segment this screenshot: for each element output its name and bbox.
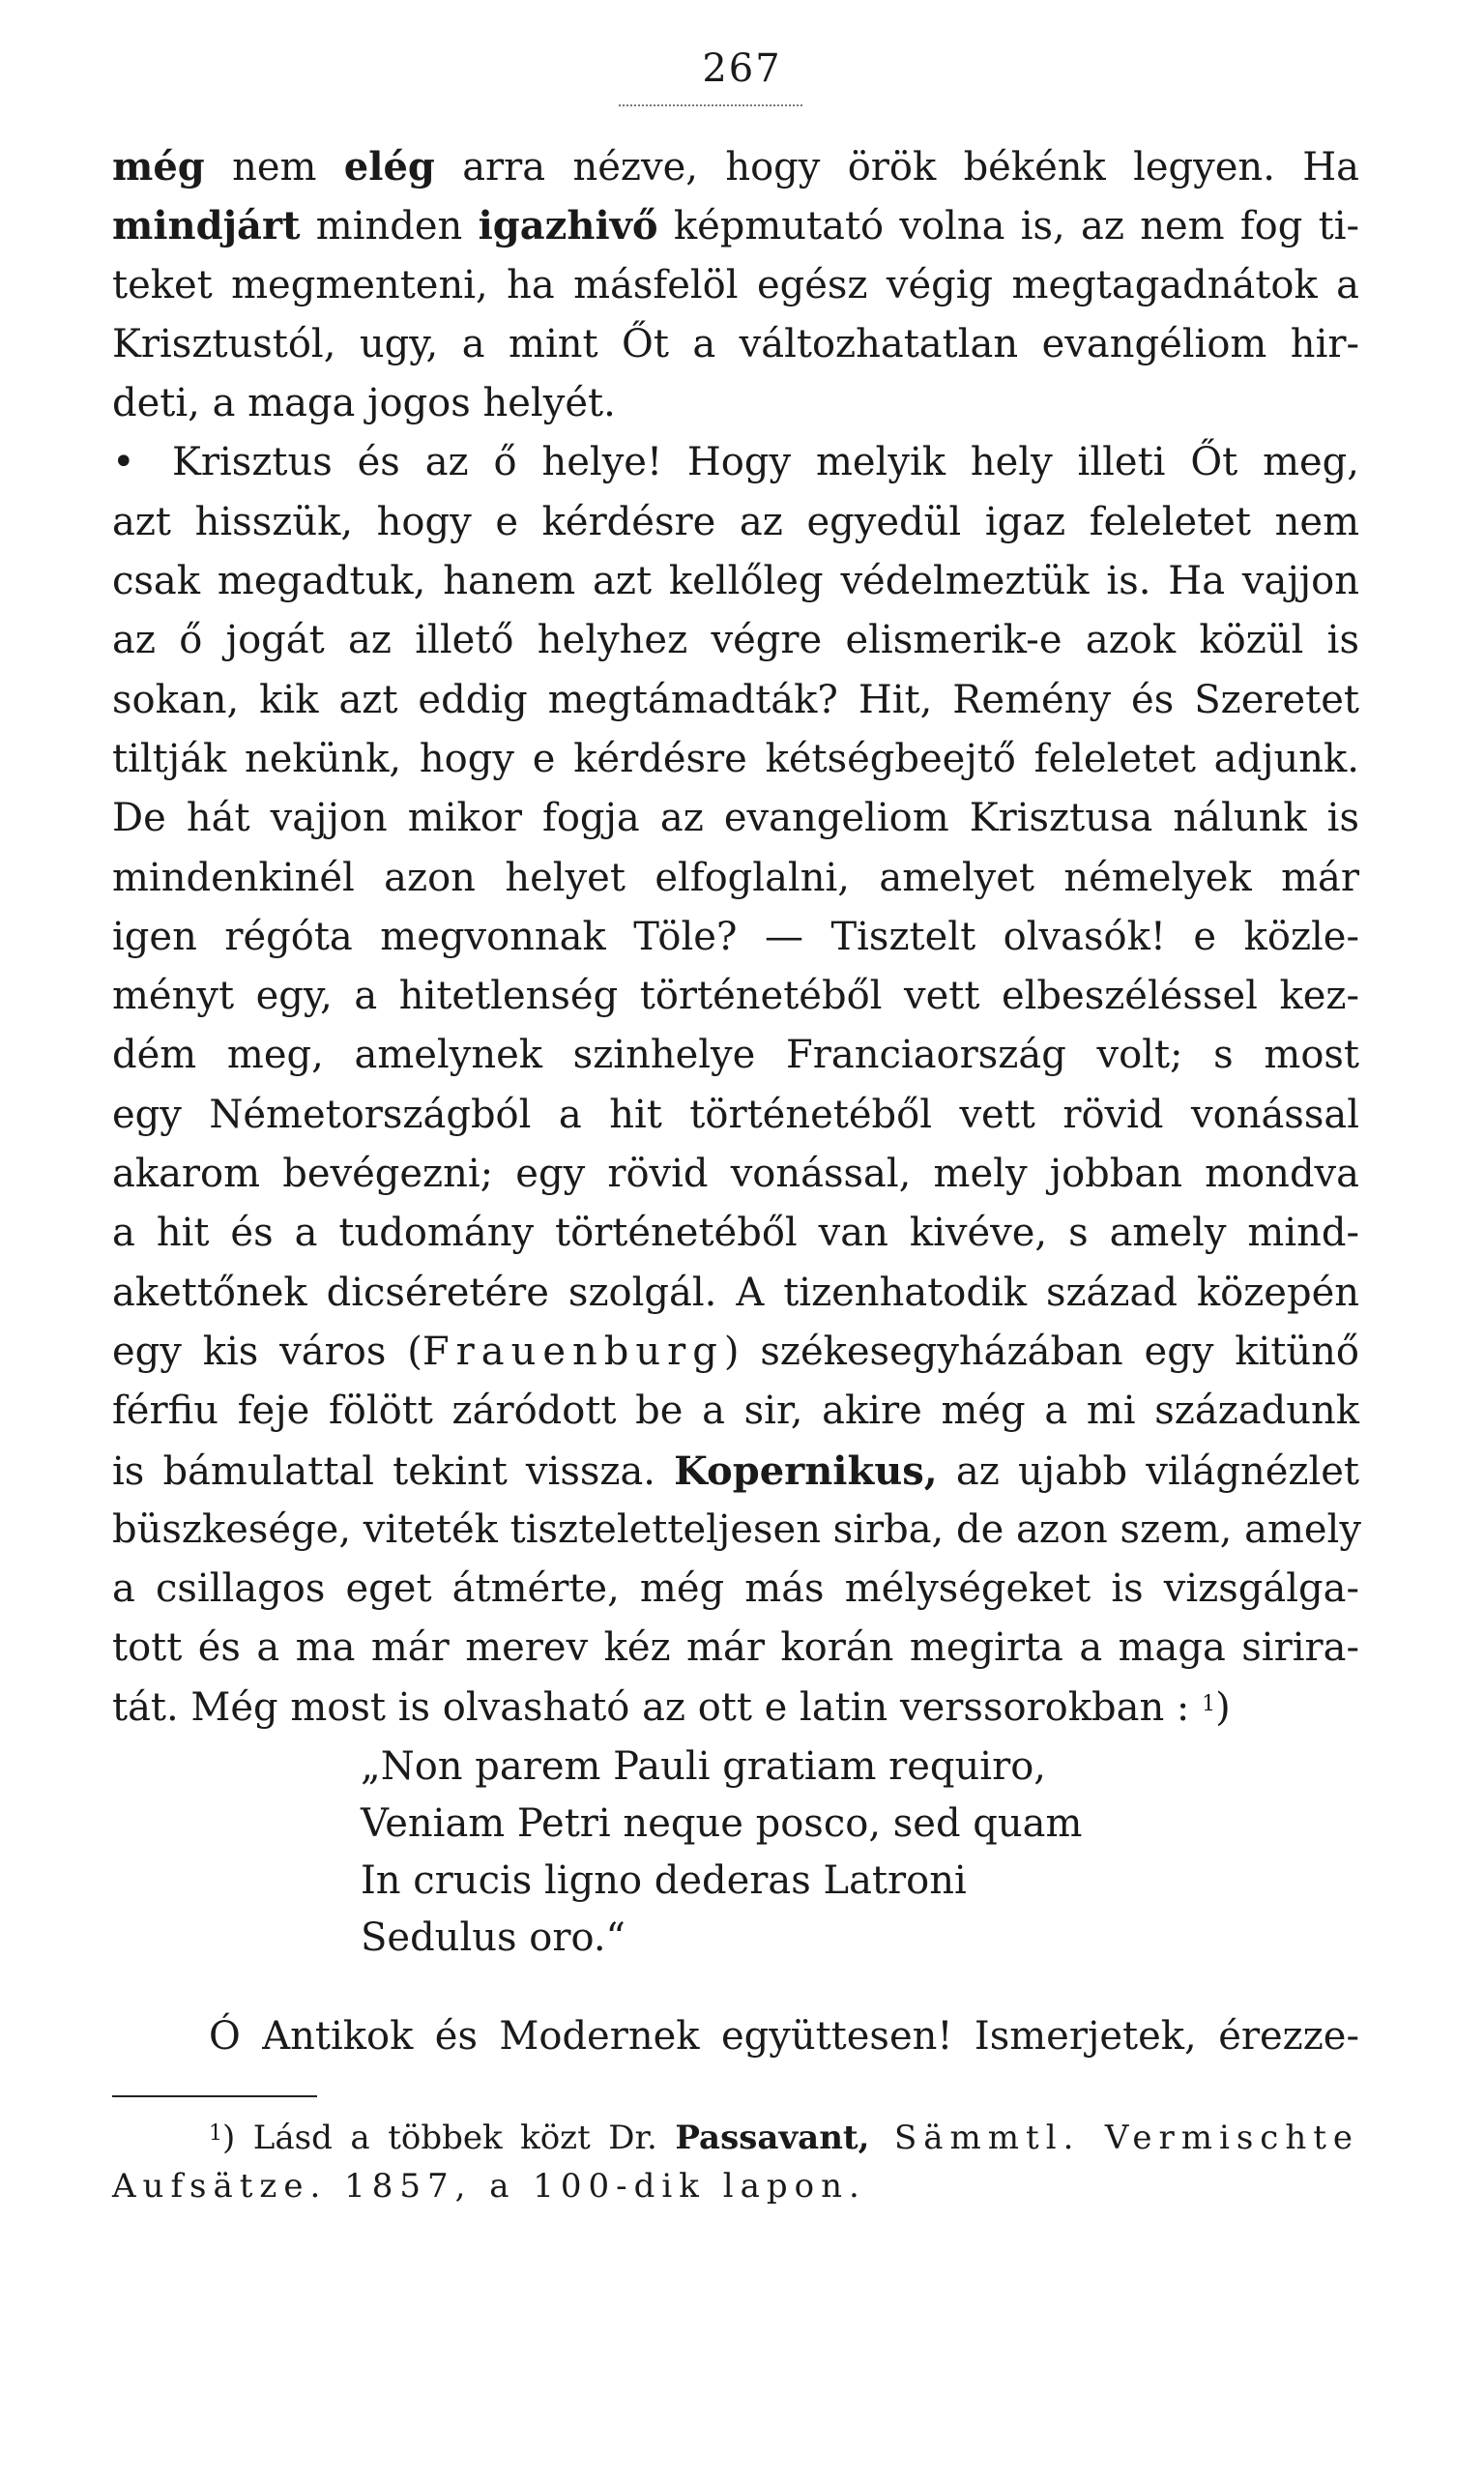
verse-line: Veniam Petri neque posco, sed quam — [361, 1801, 1083, 1846]
main-text — [112, 137, 1359, 1738]
spaced-word: Frauenburg — [422, 1329, 724, 1374]
bold-word: mindjárt — [112, 203, 301, 249]
text-line: egy kis város (Frauenburg) székesegyházában egy kitünő — [112, 1329, 1360, 1374]
text-line: tiltják nekünk, hogy e kérdésre kétségbeejtő feleletet adjunk. — [112, 736, 1359, 781]
text-line: az ő jogát az illető helyhez végre elismerik-e azok közül is — [112, 618, 1359, 663]
closing-paragraph — [112, 2007, 1359, 2066]
verse-line: In crucis ligno dederas Latroni — [361, 1858, 967, 1903]
text-line: egy Németországból a hit történetéből vett rövid vonással — [112, 1092, 1359, 1137]
text-line: a csillagos eget átmérte, még más mélységeket is vizsgálga- — [112, 1566, 1359, 1612]
footnote-rule — [112, 2095, 317, 2097]
text-line: Krisztustól, ugy, a mint Őt a változhatatlan evangéliom hir- — [112, 321, 1359, 366]
text-line: De hát vajjon mikor fogja az evangeliom Krisztusa nálunk is — [112, 796, 1359, 841]
footnote-line: $^1$) Lásd a többek közt Dr. Passavant, Sämmtl. Vermischte — [209, 2119, 1359, 2157]
text-line: akettőnek dicséretére szolgál. A tizenhatodik század közepén — [112, 1270, 1359, 1315]
text-line: is bámulattal tekint vissza. Kopernikus, az ujabb világnézlet — [112, 1447, 1359, 1494]
text-line: dém meg, amelynek szinhelye Franciaország volt; s most — [112, 1033, 1359, 1078]
text-line: a hit és a tudomány történetéből van kivéve, s amely mind- — [112, 1211, 1359, 1256]
text-line: azt hisszük, hogy e kérdésre az egyedül igaz feleletet nem — [112, 499, 1359, 544]
header-ornament — [619, 99, 802, 106]
footnote-ref: 1 — [1202, 1691, 1216, 1716]
text-line: akarom bevégezni; egy rövid vonással, mely jobban mondva — [112, 1152, 1359, 1197]
bold-word: igazhivő — [478, 203, 658, 249]
page-number: 267 — [702, 46, 782, 91]
text-line: • Krisztus és az ő helye! Hogy melyik hely illeti Őt meg, — [112, 433, 1359, 492]
text-line: mindenkinél azon helyet elfoglalni, amelyet némelyek már — [112, 855, 1359, 900]
text-line: ményt egy, a hitetlenség történetéből vett elbeszéléssel kez- — [112, 974, 1359, 1019]
verse-line: Sedulus oro.“ — [361, 1915, 626, 1960]
text-line: mindjárt minden igazhivő képmutató volna is, az nem fog ti- — [112, 203, 1359, 249]
text-line: büszkesége, viteték tiszteletteljesen sirba, de azon szem, amely — [112, 1506, 1361, 1552]
bold-name: Passavant, — [675, 2119, 870, 2157]
bold-word: elég — [343, 144, 435, 190]
footnote — [112, 2114, 1359, 2210]
text-line: még nem elég arra nézve, hogy örök békénk legyen. Ha — [112, 144, 1359, 190]
bullet-mark: • — [112, 440, 135, 485]
latin-verse — [361, 1739, 1082, 1967]
text-line: Ó Antikok és Modernek együttesen! Ismerjetek, érezze- — [209, 2014, 1359, 2059]
bold-name: Kopernikus, — [674, 1447, 938, 1494]
text-line: teket megmenteni, ha másfelöl egész végig megtagadnátok a — [112, 262, 1359, 307]
text-line: csak megadtuk, hanem azt kellőleg védelmeztük is. Ha vajjon — [112, 559, 1359, 604]
text-line: tott és a ma már merev kéz már korán megirta a maga sirira- — [112, 1625, 1359, 1671]
text-line: deti, a maga jogos helyét. — [112, 381, 616, 426]
footnote-line: Aufsätze. 1857, a 100-dik lapon. — [112, 2167, 866, 2206]
text-line: férfiu feje fölött záródott be a sir, akire még a mi századunk — [112, 1389, 1359, 1434]
text-line: tát. Még most is olvasható az ott e latin verssorokban : $^1$) — [112, 1684, 1231, 1730]
text-line: igen régóta megvonnak Töle? — Tisztelt olvasók! e közle- — [112, 914, 1359, 959]
verse-line: „Non parem Pauli gratiam requiro, — [361, 1744, 1047, 1789]
text-line: sokan, kik azt eddig megtámadták? Hit, Remény és Szeretet — [112, 677, 1359, 722]
footnote-marker: 1 — [209, 2121, 222, 2146]
bold-word: még — [112, 144, 205, 190]
